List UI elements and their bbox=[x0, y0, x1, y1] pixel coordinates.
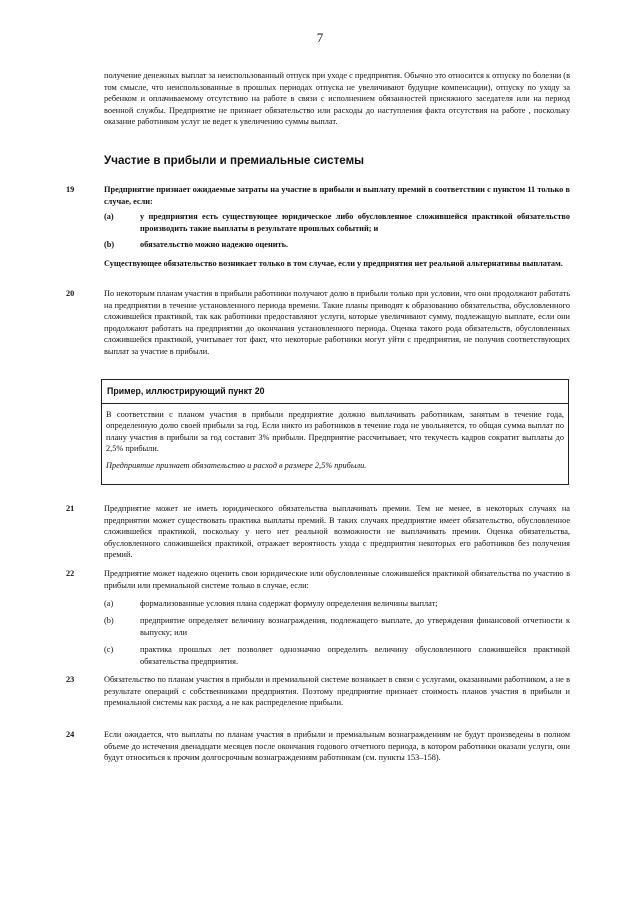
paragraph-22-item-c-label: (c) bbox=[104, 645, 114, 654]
paragraph-19-item-a-label: (a) bbox=[104, 212, 114, 221]
paragraph-22-item-a-text: формализованные условия плана содержат формулу определения величины выплат; bbox=[140, 599, 438, 608]
paragraph-22-item-b-label: (b) bbox=[104, 616, 114, 625]
example-title: Пример, иллюстрирующий пункт 20 bbox=[102, 380, 568, 404]
paragraph-20-text: По некоторым планам участия в прибыли работники получают долю в прибыли только при условии, что они продолжают работать на предприятии в течение установленного периода времени. Такие планы приводят к образованию обязательства, обусловленного сложившейся практикой, так как работники предоставляют услуги, которые увеличивают сумму, подлежащую выплате, если они продолжают работать на предприятии до окончания установленного периода. Оценка такого рода обязательств, обусловленных сложившейся практикой, учитывает тот факт, что некоторые работники могут уйти с предприятия, не получив соответствующих выплат за участие в прибыли. bbox=[104, 289, 570, 356]
paragraph-number-20: 20 bbox=[66, 289, 75, 298]
paragraph-22-item-c-text: практика прошлых лет позволяет однозначно определить величину обусловленного сложившейся практикой обязательства предприятия. bbox=[140, 645, 570, 666]
paragraph-21-text: Предприятие может не иметь юридического обязательства выплачивать премии. Тем не менее, в некоторых случаях на предприятии может существовать практика выплаты премий. В таких случаях предприятие имеет обязательство, обусловленное сложившейся практикой, поскольку у него нет реальной возможности не выплачивать премии. Оценка обязательства, обусловленного сложившейся практикой, отражает вероятность ухода с предприятия некоторых его работников без получения премий. bbox=[104, 504, 570, 560]
paragraph-19-text: Предприятие признает ожидаемые затраты на участие в прибыли и выплату премий в соответствии с пунктом 11 только в случае, если: bbox=[104, 185, 570, 206]
example-conclusion: Предприятие признает обязательство и расход в размере 2,5% прибыли. bbox=[106, 460, 367, 470]
paragraph-number-24: 24 bbox=[66, 730, 75, 739]
paragraph-22-item-b-text: предприятие определяет величину вознаграждения, подлежащего выплате, до утверждения финансовой отчетности к выпуску; или bbox=[140, 616, 570, 637]
intro-paragraph: получение денежных выплат за неиспользованный отпуск при уходе с предприятия. Обычно это относится к отпуску по болезни (в том смысле, что неиспользованные в прошлых периодах отпуска не увеличивают будущие компенсации), отпуску по уходу за ребенком и оплачиваемому отсутствию на работе в связи с исполнением обязанностей присяжного заседателя или на период военной службы. Предприятие не признает обязательство или расходы до наступления факта отсутствия на работе , поскольку оказание работником услуг не ведет к увеличению суммы выплат. bbox=[104, 71, 570, 127]
page-number: 7 bbox=[316, 30, 324, 45]
paragraph-number-19: 19 bbox=[66, 185, 75, 194]
paragraph-19-closing: Существующее обязательство возникает только в том случае, если у предприятия нет реальной альтернативы выплатам. bbox=[104, 259, 563, 268]
section-heading: Участие в прибыли и премиальные системы bbox=[104, 154, 365, 167]
paragraph-number-23: 23 bbox=[66, 675, 75, 684]
paragraph-number-22: 22 bbox=[66, 569, 75, 578]
paragraph-19-item-b-label: (b) bbox=[104, 240, 115, 249]
paragraph-number-21: 21 bbox=[66, 504, 75, 513]
example-body-text: В соответствии с планом участия в прибыли предприятие должно выплачивать работникам, занятым в течение года, определенную долю своей прибыли за год. Если никто из работников в течение года не увольняется, то общая сумма выплат по плану участия в прибыли за год составит 3% прибыли. Предприятие рассчитывает, что текучесть кадров сократит выплаты до 2,5% прибыли. bbox=[106, 410, 564, 454]
example-box bbox=[101, 379, 569, 485]
paragraph-24-text: Если ожидается, что выплаты по планам участия в прибыли и премиальным вознаграждениям не будут произведены в полном объеме до истечения двенадцати месяцев после окончания годового отчетного периода, в котором работники оказали услуги, они будут относиться к прочим долгосрочным вознаграждениям работникам (см. пункты 153–158). bbox=[104, 730, 570, 763]
paragraph-23-text: Обязательство по планам участия в прибыли и премиальной системе возникает в связи с услугами, оказанными работником, а не в результате операций с собственниками предприятия. Поэтому предприятие признает стоимость планов участия в прибыли и премиальной системы как расход, а не как распределение прибыли. bbox=[104, 675, 570, 708]
paragraph-19-item-a-text: у предприятия есть существующее юридическое либо обусловленное сложившейся практикой обязательство производить такие выплаты в результате прошлых событий; и bbox=[140, 212, 570, 233]
paragraph-19-item-b-text: обязательство можно надежно оценить. bbox=[140, 240, 289, 249]
example-body bbox=[102, 404, 568, 471]
paragraph-22-text: Предприятие может надежно оценить свои юридические или обусловленные сложившейся практикой обязательства по участию в прибыли или премиальной системе только в случае, если: bbox=[104, 569, 570, 590]
paragraph-22-item-a-label: (a) bbox=[104, 599, 114, 608]
